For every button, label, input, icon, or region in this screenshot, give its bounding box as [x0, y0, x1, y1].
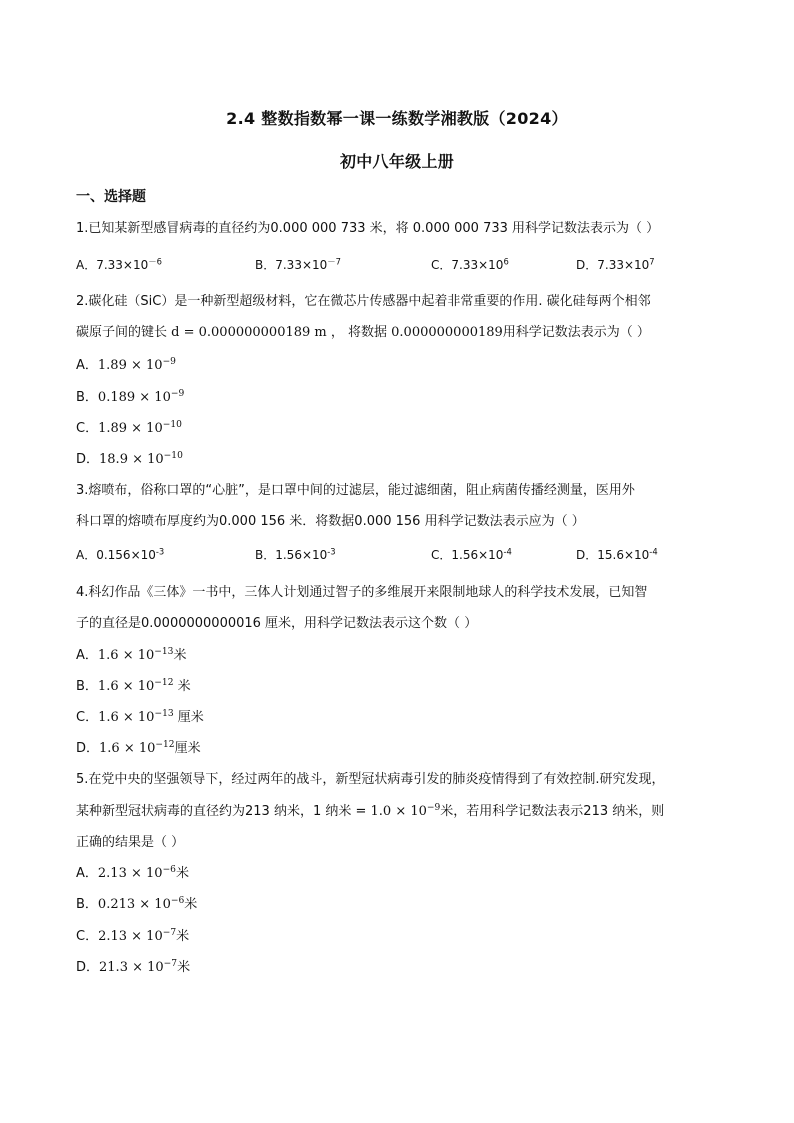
- q4-stem-line1: 4.科幻作品《三体》一书中，三体人计划通过智子的多维展开来限制地球人的科学技术发展，已知智: [76, 585, 648, 600]
- q5-option-c: C．$2.13 \times 10^{-7}$米: [76, 928, 190, 944]
- q4-option-d: D．$1.6 \times 10^{-12}$厘米: [76, 740, 201, 756]
- q2-option-b: B．$0.189 \times 10^{-9}$: [76, 389, 185, 405]
- q3-option-c: C．$1.56\times 10^{-4}$: [431, 546, 512, 562]
- q5-option-a: A．$2.13 \times 10^{-6}$米: [76, 865, 189, 881]
- q3-option-d: D．$15.6\times 10^{-4}$: [576, 546, 658, 562]
- q2-stem-line1: 2.碳化硅（SiC）是一种新型超级材料，它在微芯片传感器中起着非常重要的作用. 碳化硅每两个相邻: [76, 294, 651, 309]
- q5-option-b: B．$0.213 \times 10^{-6}$米: [76, 896, 198, 912]
- q4-option-b: B．$1.6 \times 10^{-12}$ 米: [76, 678, 191, 694]
- q1-option-b: B．$7.33\times 10^{-7}$: [255, 256, 341, 272]
- q2-option-c: C．$1.89 \times 10^{-10}$: [76, 420, 182, 436]
- q4-stem-line2: 子的直径是0.0000000000016 厘米，用科学记数法表示这个数（ ）: [76, 616, 478, 631]
- q1-option-c: C．$7.33\times 10^6$: [431, 256, 509, 272]
- q3-stem-line2: 科口罩的熔喷布厚度约为0.000 156 米．将数据0.000 156 用科学记数法表示应为（ ）: [76, 514, 585, 529]
- q1-option-a: A．$7.33\times 10^{-6}$: [76, 256, 162, 272]
- q2-option-a: A．$1.89 \times 10^{-9}$: [76, 357, 176, 373]
- section-title: 一、选择题: [76, 189, 146, 205]
- q5-stem-line1: 5.在党中央的坚强领导下，经过两年的战斗，新型冠状病毒引发的肺炎疫情得到了有效控制.研究发现，: [76, 772, 665, 787]
- q2-stem-line2: 碳原子间的键长 d = 0.000000000189 m ， 将数据 0.000000000189用科学记数法表示为（ ）: [76, 325, 650, 340]
- q4-option-a: A．$1.6 \times 10^{-13}$米: [76, 647, 187, 663]
- document-subtitle: 初中八年级上册: [339, 152, 455, 171]
- q2-option-d: D．$18.9 \times 10^{-10}$: [76, 451, 183, 467]
- q1-stem: 1.已知某新型感冒病毒的直径约为0.000 000 733 米，将 0.000 000 733 用科学记数法表示为（ ）: [76, 221, 660, 236]
- q1-option-d: D．$7.33\times 10^7$: [576, 256, 655, 272]
- q5-stem-line3: 正确的结果是（ ）: [76, 835, 185, 850]
- q3-stem-line1: 3.熔喷布，俗称口罩的“心脏”，是口罩中间的过滤层，能过滤细菌，阻止病菌传播经测量，医用外: [76, 483, 635, 498]
- q4-option-c: C．$1.6 \times 10^{-13}$ 厘米: [76, 709, 204, 725]
- q3-option-a: A．$0.156\times 10^{-3}$: [76, 546, 165, 562]
- q5-stem-line2: 某种新型冠状病毒的直径约为213 纳米，1 纳米 = $1.0 \times 10^{-9}$米，若用科学记数法表示213 纳米，则: [76, 803, 665, 819]
- document-title: 2.4 整数指数幂一课一练数学湘教版（2024）: [226, 109, 568, 128]
- q3-option-b: B．$1.56\times 10^{-3}$: [255, 546, 336, 562]
- q5-option-d: D．$21.3 \times 10^{-7}$米: [76, 959, 191, 975]
